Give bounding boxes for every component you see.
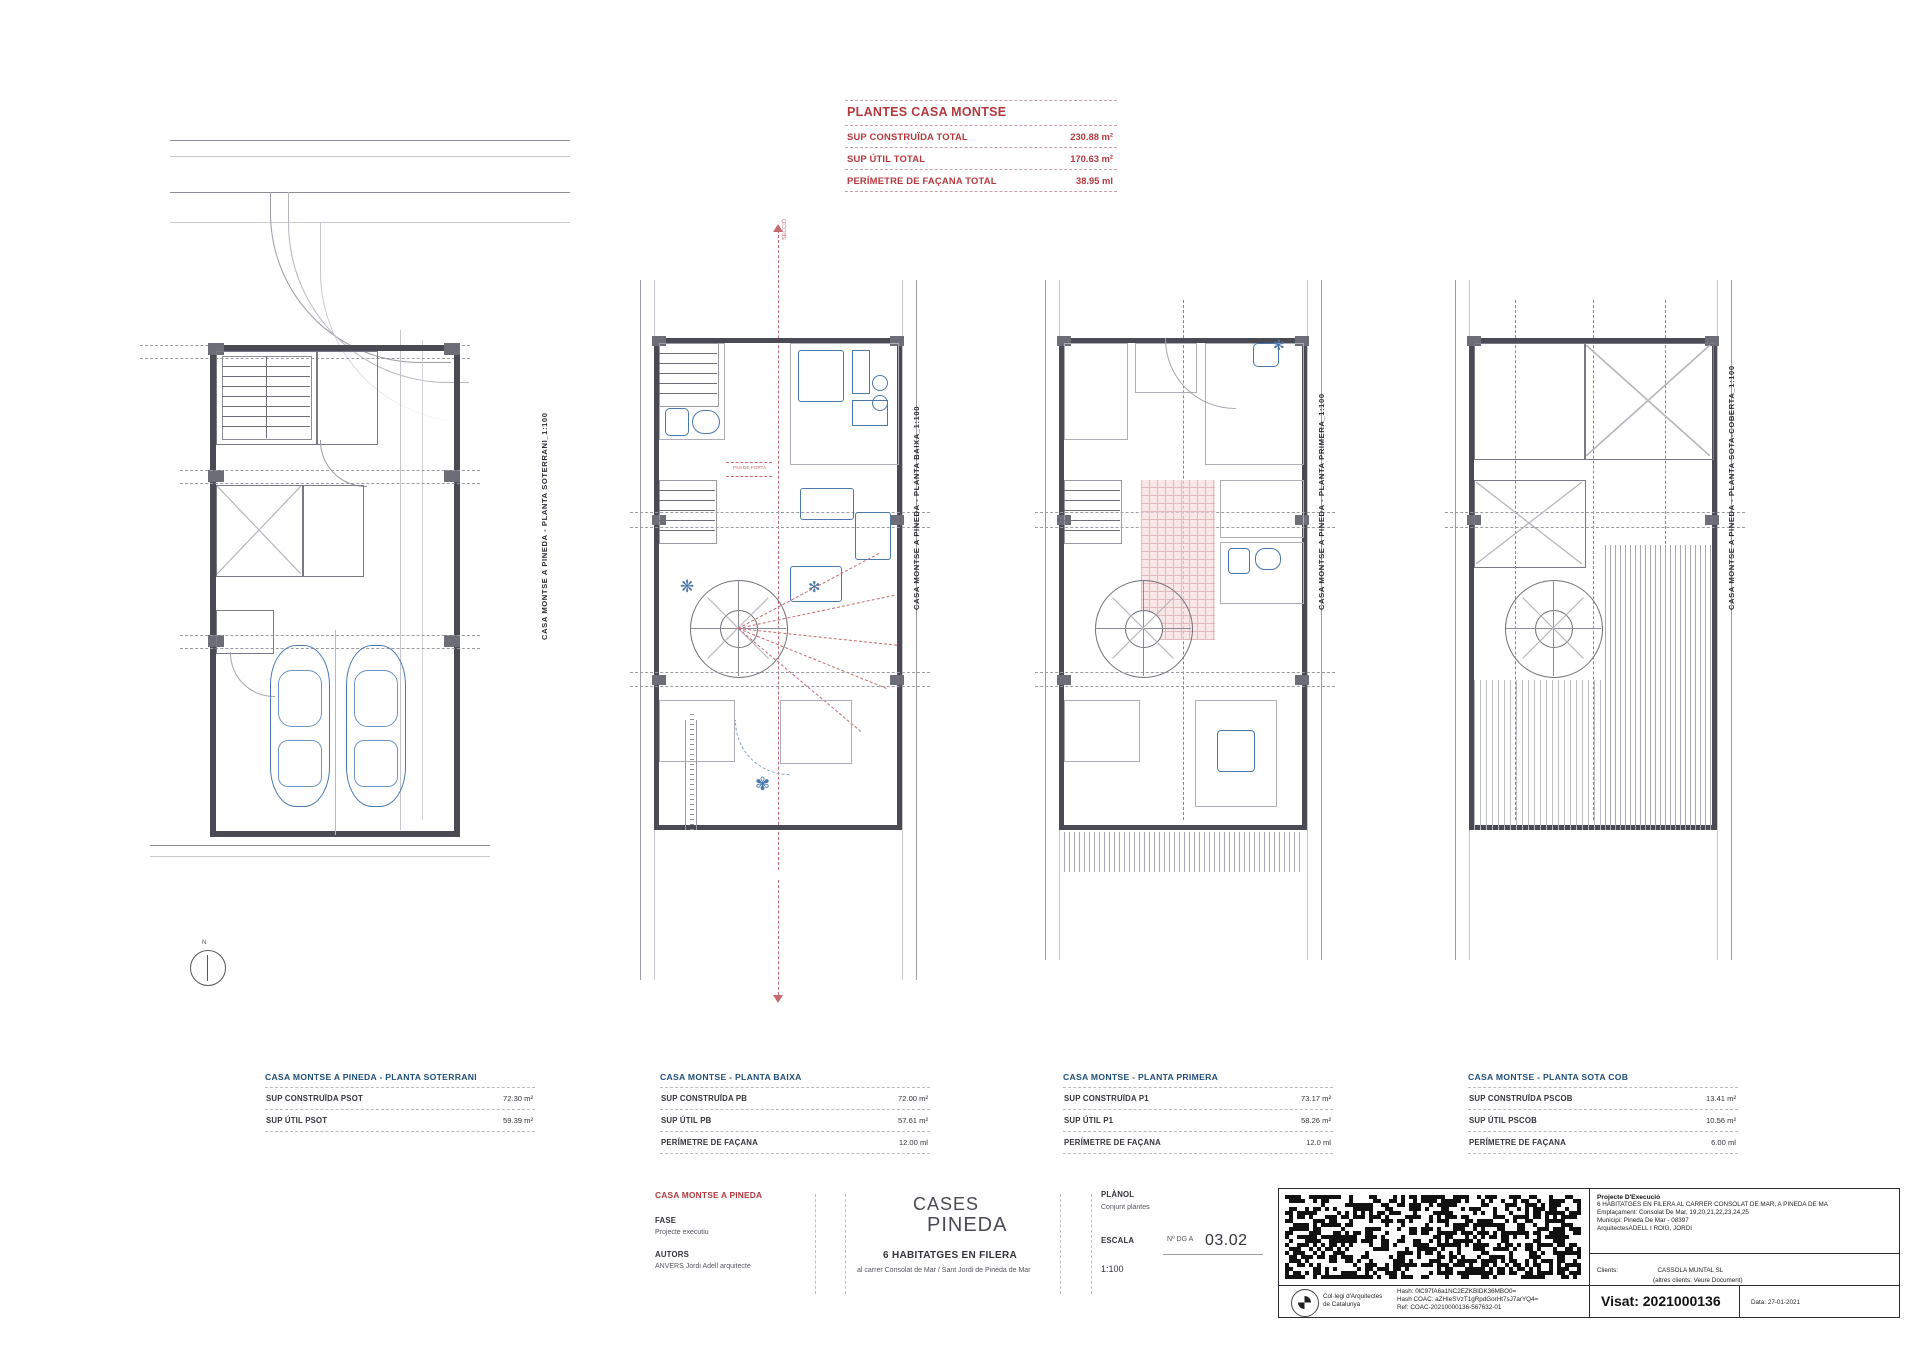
table-title: CASA MONTSE A PINEDA - PLANTA SOTERRANI — [265, 1072, 477, 1082]
plan-planta-baixa: SECCIÓ PAS DE PORTA ❋ ✻ ✾ CASA MONTSE A PINEDA - PLANTA BAIXA_1:100 — [640, 280, 940, 1040]
table-planta-sota-cob — [1468, 1072, 1738, 1154]
summary-table — [845, 100, 1117, 192]
row-value: 72.00 m² — [898, 1094, 928, 1103]
row-label: SUP ÚTIL PSOT — [266, 1116, 328, 1125]
fase-value: Projecte executiu — [655, 1229, 709, 1236]
plant-icon: ✻ — [1273, 337, 1285, 353]
row-label: SUP CONSTRUÏDA PSOT — [266, 1094, 363, 1103]
ref-value: COAC-20210000136-567632-01 — [1410, 1303, 1502, 1311]
clients-note: (altres clients: Veure Document) — [1653, 1277, 1743, 1284]
table-row — [265, 1109, 535, 1132]
table-row — [1063, 1131, 1333, 1154]
ref-label: Ref: — [1397, 1303, 1409, 1311]
clients-label: Clients: — [1597, 1267, 1618, 1274]
row-value: 6.00 ml — [1711, 1138, 1736, 1147]
summary-row — [845, 125, 1117, 147]
clients-block — [1597, 1259, 1895, 1285]
project-address: al carrer Consolat de Mar / Sant Jordi de Pineda de Mar — [857, 1267, 1031, 1274]
emplacament: Emplaçament: Consolat De Mar, 19,20,21,22,23,24,25 — [1597, 1208, 1749, 1216]
row-value: 59.39 m² — [503, 1116, 533, 1125]
coac-name: Col·legi d'Arquitectes de Catalunya — [1323, 1293, 1383, 1308]
summary-row-label: PERÍMETRE DE FAÇANA TOTAL — [847, 175, 997, 186]
table-planta-soterrani — [265, 1072, 535, 1132]
summary-row-value: 38.95 ml — [1075, 175, 1113, 186]
row-value: 12.00 ml — [898, 1138, 928, 1147]
summary-row-label: SUP ÚTIL TOTAL — [847, 153, 926, 164]
row-label: PERÍMETRE DE FAÇANA — [661, 1138, 758, 1147]
summary-row-label: SUP CONSTRUÏDA TOTAL — [847, 131, 968, 142]
row-value: 72.30 m² — [503, 1094, 533, 1103]
table-row — [1063, 1087, 1333, 1109]
row-value: 73.17 m² — [1301, 1094, 1331, 1103]
coac-logo-icon — [1291, 1289, 1319, 1317]
summary-row — [845, 169, 1117, 192]
clients-value: CASSOLA MUNTAL SL — [1657, 1267, 1724, 1274]
table-row — [660, 1109, 930, 1131]
project-info-block — [1597, 1194, 1895, 1232]
hash-label: Hash: — [1397, 1288, 1414, 1295]
arquitectes: ArquitectesADELL I ROIG, JORDI — [1597, 1224, 1692, 1232]
planol-value: Conjunt plantes — [1101, 1204, 1150, 1211]
summary-title: PLANTES CASA MONTSE — [845, 100, 1117, 125]
row-value: 13.41 m² — [1706, 1094, 1736, 1103]
project-name: CASA MONTSE A PINEDA — [655, 1190, 763, 1200]
qr-code — [1285, 1195, 1581, 1279]
hash-block — [1397, 1288, 1587, 1312]
table-planta-baixa — [660, 1072, 930, 1154]
autors-label: AUTORS — [655, 1250, 689, 1259]
row-label: SUP ÚTIL PSCOB — [1469, 1116, 1537, 1125]
visa-date: Data: 27-01-2021 — [1751, 1299, 1801, 1306]
north-symbol: N — [190, 950, 226, 986]
table-row — [1063, 1109, 1333, 1131]
row-label: SUP CONSTRUÏDA PB — [661, 1094, 748, 1103]
table-row — [660, 1131, 930, 1154]
row-value: 58.26 m² — [1301, 1116, 1331, 1125]
escala-value: 1:100 — [1101, 1264, 1124, 1274]
row-label: PERÍMETRE DE FAÇANA — [1064, 1138, 1161, 1147]
visat-number: Visat: 2021000136 — [1601, 1293, 1721, 1309]
autors-value: ANVERS Jordi Adell arquitecte — [655, 1263, 751, 1270]
table-planta-primera — [1063, 1072, 1333, 1154]
row-label: SUP ÚTIL P1 — [1064, 1116, 1114, 1125]
row-value: 57.61 m² — [898, 1116, 928, 1125]
escala-label: ESCALA — [1101, 1236, 1135, 1245]
hash-coac-label: Hash COAC: — [1397, 1295, 1434, 1303]
num-label: Nº DG A — [1167, 1236, 1194, 1243]
plan-title-soterrani: CASA MONTSE A PINEDA - PLANTA SOTERRANI_1:100 — [540, 412, 549, 640]
brand-cases: CASES — [913, 1194, 980, 1214]
visa-stamp-block — [1278, 1188, 1900, 1318]
plant-icon: ✾ — [755, 774, 771, 794]
municipi: Municipi: Pineda De Mar - 08397 — [1597, 1216, 1689, 1224]
table-row — [660, 1087, 930, 1109]
row-label: SUP CONSTRUÏDA PSCOB — [1469, 1094, 1573, 1103]
row-label: SUP CONSTRUÏDA P1 — [1064, 1094, 1149, 1103]
hash-coac-value: aZHIeSVzT1gRpdGorHt7sJ7arYQ4= — [1435, 1295, 1539, 1303]
plant-icon: ❋ — [680, 577, 695, 596]
sheet-number: 03.02 — [1205, 1232, 1248, 1249]
plan-title-sota-coberta: CASA MONTSE A PINEDA - PLANTA SOTA-COBERTA_1:100 — [1727, 365, 1736, 610]
projecte-line1: 6 HABITATGES EN FILERA AL CARRER CONSOLAT DE MAR, A PINEDA DE MA — [1597, 1201, 1828, 1208]
row-value: 10.56 m² — [1706, 1116, 1736, 1125]
table-title: CASA MONTSE - PLANTA BAIXA — [660, 1072, 802, 1082]
plan-planta-sota-coberta — [1455, 280, 1755, 1040]
plan-planta-primera — [1045, 280, 1345, 1040]
plan-title-planta-primera: CASA MONTSE A PINEDA - PLANTA PRIMERA_1:100 — [1317, 393, 1326, 610]
table-row — [1468, 1131, 1738, 1154]
plan-planta-soterrani — [170, 140, 570, 970]
planol-label: PLÀNOL — [1101, 1190, 1135, 1199]
brand-pineda: PINEDA — [927, 1214, 1008, 1236]
summary-row-value: 230.88 m² — [1070, 131, 1113, 142]
summary-row — [845, 147, 1117, 169]
fase-label: FASE — [655, 1216, 677, 1225]
table-title: CASA MONTSE - PLANTA SOTA COB — [1468, 1072, 1629, 1082]
table-row — [1468, 1087, 1738, 1109]
table-title: CASA MONTSE - PLANTA PRIMERA — [1063, 1072, 1219, 1082]
plan-title-planta-baixa: CASA MONTSE A PINEDA - PLANTA BAIXA_1:100 — [912, 405, 921, 610]
table-row — [1468, 1109, 1738, 1131]
plant-icon: ✻ — [808, 579, 821, 596]
summary-row-value: 170.63 m² — [1070, 153, 1113, 164]
project-subtitle: 6 HABITATGES EN FILERA — [883, 1250, 1018, 1261]
row-value: 12.0 ml — [1306, 1138, 1331, 1147]
row-label: PERÍMETRE DE FAÇANA — [1469, 1138, 1566, 1147]
hash-value: 0lC97fA6a1NC2EZKBIDK36MBO0= — [1415, 1288, 1517, 1295]
table-row — [265, 1087, 535, 1109]
title-block — [655, 1188, 1265, 1300]
projecte-title: Projecte D'Execució — [1597, 1194, 1661, 1201]
row-label: SUP ÚTIL PB — [661, 1116, 712, 1125]
